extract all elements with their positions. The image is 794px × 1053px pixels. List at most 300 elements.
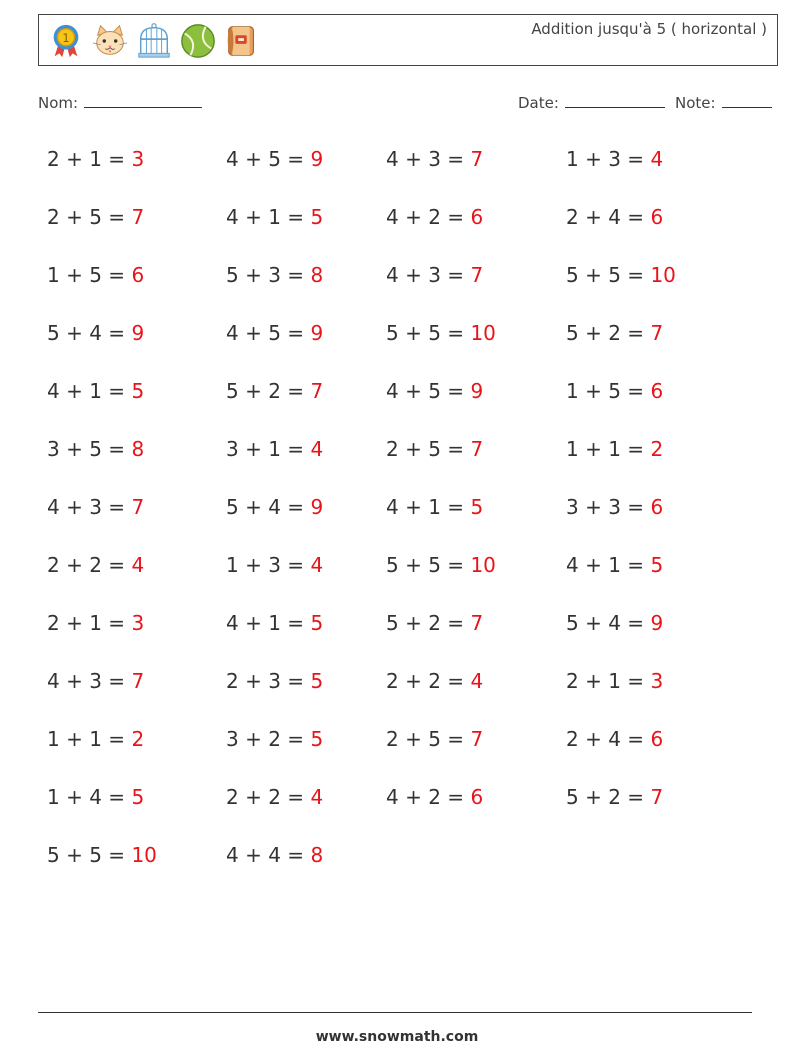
addend-a: 5 <box>566 611 579 635</box>
plus-sign: + <box>238 669 269 693</box>
equals-sign: = <box>101 611 132 635</box>
addend-a: 3 <box>226 727 239 751</box>
answer: 4 <box>131 553 145 577</box>
addend-b: 2 <box>428 785 441 809</box>
plus-sign: + <box>59 437 90 461</box>
plus-sign: + <box>238 727 269 751</box>
addend-a: 5 <box>47 321 60 345</box>
equals-sign: = <box>101 495 132 519</box>
addend-a: 2 <box>47 205 60 229</box>
addend-b: 1 <box>89 379 102 403</box>
equals-sign: = <box>280 843 311 867</box>
addend-a: 1 <box>226 553 239 577</box>
addend-a: 1 <box>566 379 579 403</box>
equals-sign: = <box>620 495 651 519</box>
addend-b: 1 <box>608 669 621 693</box>
equals-sign: = <box>620 321 651 345</box>
equals-sign: = <box>280 437 311 461</box>
plus-sign: + <box>578 321 609 345</box>
problem-item <box>566 205 663 229</box>
birdcage-icon <box>135 22 173 60</box>
plus-sign: + <box>238 843 269 867</box>
plus-sign: + <box>59 669 90 693</box>
equals-sign: = <box>440 437 471 461</box>
equals-sign: = <box>620 611 651 635</box>
problem-item <box>226 553 323 577</box>
problem-item <box>386 727 483 751</box>
plus-sign: + <box>578 147 609 171</box>
equals-sign: = <box>101 727 132 751</box>
grade-blank[interactable] <box>722 93 772 108</box>
addend-b: 5 <box>89 437 102 461</box>
plus-sign: + <box>578 263 609 287</box>
worksheet-title: Addition jusqu'à 5 ( horizontal ) <box>531 20 767 38</box>
equals-sign: = <box>280 321 311 345</box>
problem-item <box>47 727 144 751</box>
equals-sign: = <box>280 495 311 519</box>
addend-a: 1 <box>47 785 60 809</box>
addend-a: 4 <box>226 147 239 171</box>
plus-sign: + <box>578 727 609 751</box>
plus-sign: + <box>578 611 609 635</box>
problem-item <box>47 321 144 345</box>
addend-b: 2 <box>428 669 441 693</box>
answer: 5 <box>310 205 324 229</box>
plus-sign: + <box>578 553 609 577</box>
plus-sign: + <box>238 611 269 635</box>
addend-b: 4 <box>608 611 621 635</box>
equals-sign: = <box>101 263 132 287</box>
addend-b: 1 <box>268 611 281 635</box>
addend-b: 3 <box>268 263 281 287</box>
problem-item <box>386 147 483 171</box>
date-blank[interactable] <box>565 93 665 108</box>
problem-item <box>226 379 323 403</box>
addend-a: 5 <box>47 843 60 867</box>
plus-sign: + <box>59 205 90 229</box>
addend-b: 3 <box>268 553 281 577</box>
plus-sign: + <box>238 553 269 577</box>
answer: 6 <box>470 205 484 229</box>
plus-sign: + <box>59 553 90 577</box>
problem-item <box>47 437 144 461</box>
addend-b: 4 <box>608 205 621 229</box>
addend-b: 2 <box>89 553 102 577</box>
addend-b: 3 <box>428 147 441 171</box>
addend-b: 4 <box>268 495 281 519</box>
plus-sign: + <box>398 669 429 693</box>
plus-sign: + <box>59 611 90 635</box>
addend-a: 5 <box>226 495 239 519</box>
plus-sign: + <box>59 843 90 867</box>
equals-sign: = <box>620 785 651 809</box>
addend-b: 4 <box>268 843 281 867</box>
addend-a: 2 <box>47 611 60 635</box>
problem-item <box>386 321 496 345</box>
addend-a: 3 <box>226 437 239 461</box>
plus-sign: + <box>398 553 429 577</box>
addend-b: 1 <box>608 437 621 461</box>
problem-item <box>566 437 663 461</box>
problem-item <box>47 147 144 171</box>
answer: 5 <box>131 379 145 403</box>
plus-sign: + <box>578 205 609 229</box>
answer: 8 <box>131 437 145 461</box>
plus-sign: + <box>398 147 429 171</box>
addend-b: 5 <box>428 379 441 403</box>
addend-b: 1 <box>428 495 441 519</box>
addend-b: 5 <box>268 147 281 171</box>
footer-url: www.snowmath.com <box>315 1029 479 1045</box>
equals-sign: = <box>101 669 132 693</box>
addend-b: 5 <box>89 263 102 287</box>
problem-item <box>386 611 483 635</box>
answer: 5 <box>650 553 664 577</box>
problem-item <box>566 611 663 635</box>
equals-sign: = <box>440 553 471 577</box>
addend-a: 5 <box>226 379 239 403</box>
plus-sign: + <box>59 495 90 519</box>
answer: 5 <box>470 495 484 519</box>
answer: 9 <box>310 321 324 345</box>
answer: 10 <box>131 843 157 867</box>
problem-item <box>226 147 323 171</box>
addend-b: 5 <box>89 205 102 229</box>
equals-sign: = <box>620 147 651 171</box>
problem-item <box>226 611 323 635</box>
answer: 9 <box>131 321 145 345</box>
equals-sign: = <box>280 785 311 809</box>
problem-item <box>226 495 323 519</box>
answer: 7 <box>470 263 484 287</box>
svg-text:1: 1 <box>62 30 70 45</box>
equals-sign: = <box>440 379 471 403</box>
equals-sign: = <box>620 205 651 229</box>
plus-sign: + <box>238 147 269 171</box>
grade-field[interactable] <box>675 93 772 112</box>
addend-a: 5 <box>566 321 579 345</box>
plus-sign: + <box>398 727 429 751</box>
addend-a: 5 <box>566 263 579 287</box>
equals-sign: = <box>620 379 651 403</box>
footer-divider <box>38 1012 752 1013</box>
problem-item <box>566 785 663 809</box>
addend-a: 5 <box>386 611 399 635</box>
answer: 3 <box>650 669 664 693</box>
problem-item <box>226 263 323 287</box>
answer: 7 <box>470 437 484 461</box>
answer: 4 <box>470 669 484 693</box>
problem-item <box>566 727 663 751</box>
problem-item <box>226 321 323 345</box>
answer: 5 <box>310 669 324 693</box>
name-field[interactable] <box>38 93 202 112</box>
plus-sign: + <box>398 205 429 229</box>
addend-b: 5 <box>268 321 281 345</box>
answer: 9 <box>310 147 324 171</box>
equals-sign: = <box>280 553 311 577</box>
answer: 9 <box>650 611 664 635</box>
equals-sign: = <box>440 147 471 171</box>
plus-sign: + <box>578 437 609 461</box>
addend-b: 3 <box>608 495 621 519</box>
addend-b: 1 <box>608 553 621 577</box>
answer: 6 <box>131 263 145 287</box>
cat-face-icon <box>91 22 129 60</box>
addend-a: 4 <box>47 669 60 693</box>
answer: 5 <box>310 727 324 751</box>
problem-item <box>566 321 663 345</box>
plus-sign: + <box>238 495 269 519</box>
plus-sign: + <box>578 379 609 403</box>
addend-a: 5 <box>386 553 399 577</box>
equals-sign: = <box>440 727 471 751</box>
plus-sign: + <box>578 785 609 809</box>
problem-item <box>47 205 144 229</box>
equals-sign: = <box>620 437 651 461</box>
answer: 4 <box>310 553 324 577</box>
addend-a: 1 <box>566 147 579 171</box>
answer: 5 <box>131 785 145 809</box>
answer: 2 <box>131 727 145 751</box>
answer: 6 <box>650 205 664 229</box>
addend-b: 3 <box>89 669 102 693</box>
equals-sign: = <box>280 379 311 403</box>
plus-sign: + <box>59 263 90 287</box>
plus-sign: + <box>238 379 269 403</box>
addend-b: 2 <box>428 611 441 635</box>
problem-item <box>566 379 663 403</box>
addend-b: 1 <box>89 147 102 171</box>
addend-a: 4 <box>386 379 399 403</box>
answer: 6 <box>650 379 664 403</box>
addend-a: 4 <box>226 611 239 635</box>
plus-sign: + <box>59 321 90 345</box>
tennis-ball-icon <box>179 22 217 60</box>
addend-a: 1 <box>47 727 60 751</box>
addend-a: 2 <box>386 669 399 693</box>
answer: 4 <box>650 147 664 171</box>
addend-a: 4 <box>47 495 60 519</box>
addend-b: 1 <box>268 205 281 229</box>
plus-sign: + <box>398 495 429 519</box>
answer: 10 <box>470 553 496 577</box>
addend-a: 5 <box>566 785 579 809</box>
problem-item <box>386 669 483 693</box>
problem-item <box>386 379 483 403</box>
answer: 8 <box>310 843 324 867</box>
equals-sign: = <box>280 611 311 635</box>
equals-sign: = <box>440 205 471 229</box>
addend-a: 3 <box>566 495 579 519</box>
addend-a: 3 <box>47 437 60 461</box>
addend-b: 2 <box>268 379 281 403</box>
addend-b: 5 <box>89 843 102 867</box>
addend-b: 4 <box>89 321 102 345</box>
problem-item <box>47 843 157 867</box>
addend-b: 2 <box>608 321 621 345</box>
answer: 6 <box>650 495 664 519</box>
equals-sign: = <box>101 785 132 809</box>
addend-b: 3 <box>608 147 621 171</box>
addend-b: 5 <box>428 321 441 345</box>
answer: 9 <box>470 379 484 403</box>
equals-sign: = <box>280 727 311 751</box>
answer: 7 <box>470 611 484 635</box>
answer: 7 <box>131 205 145 229</box>
addend-a: 4 <box>386 495 399 519</box>
addend-a: 1 <box>47 263 60 287</box>
addend-a: 4 <box>386 263 399 287</box>
addend-a: 2 <box>226 669 239 693</box>
name-label: Nom: <box>38 94 79 112</box>
addend-b: 3 <box>268 669 281 693</box>
problem-item <box>226 785 323 809</box>
problem-item <box>47 553 144 577</box>
equals-sign: = <box>440 669 471 693</box>
date-field[interactable] <box>518 93 665 112</box>
problem-item <box>47 669 144 693</box>
equals-sign: = <box>280 669 311 693</box>
addend-b: 5 <box>428 437 441 461</box>
addend-b: 1 <box>89 611 102 635</box>
answer: 8 <box>310 263 324 287</box>
equals-sign: = <box>620 727 651 751</box>
date-label: Date: <box>518 94 559 112</box>
equals-sign: = <box>440 263 471 287</box>
addend-a: 5 <box>226 263 239 287</box>
answer: 4 <box>310 785 324 809</box>
problem-item <box>386 495 483 519</box>
addend-a: 2 <box>226 785 239 809</box>
answer: 7 <box>470 147 484 171</box>
addend-a: 2 <box>386 437 399 461</box>
equals-sign: = <box>280 147 311 171</box>
medal-icon <box>47 22 85 60</box>
plus-sign: + <box>238 321 269 345</box>
problem-item <box>386 785 483 809</box>
problem-item <box>226 669 323 693</box>
equals-sign: = <box>440 321 471 345</box>
addend-b: 2 <box>428 205 441 229</box>
plus-sign: + <box>59 727 90 751</box>
problem-item <box>47 263 144 287</box>
answer: 9 <box>310 495 324 519</box>
addend-a: 4 <box>386 205 399 229</box>
addend-b: 4 <box>89 785 102 809</box>
equals-sign: = <box>101 553 132 577</box>
answer: 3 <box>131 147 145 171</box>
plus-sign: + <box>238 263 269 287</box>
plus-sign: + <box>59 379 90 403</box>
equals-sign: = <box>440 611 471 635</box>
answer: 7 <box>131 669 145 693</box>
plus-sign: + <box>398 263 429 287</box>
problem-item <box>566 495 663 519</box>
plus-sign: + <box>398 321 429 345</box>
plus-sign: + <box>398 437 429 461</box>
addend-b: 3 <box>89 495 102 519</box>
addend-a: 4 <box>226 205 239 229</box>
equals-sign: = <box>101 147 132 171</box>
addend-a: 2 <box>566 727 579 751</box>
addend-b: 5 <box>608 263 621 287</box>
addend-a: 2 <box>47 147 60 171</box>
problem-item <box>386 263 483 287</box>
answer: 6 <box>650 727 664 751</box>
answer: 7 <box>310 379 324 403</box>
plus-sign: + <box>238 205 269 229</box>
addend-b: 5 <box>428 553 441 577</box>
addend-a: 2 <box>566 205 579 229</box>
addend-b: 1 <box>268 437 281 461</box>
worksheet-header <box>38 14 778 66</box>
addend-b: 4 <box>608 727 621 751</box>
equals-sign: = <box>440 495 471 519</box>
plus-sign: + <box>238 785 269 809</box>
equals-sign: = <box>101 379 132 403</box>
answer: 5 <box>310 611 324 635</box>
answer: 6 <box>470 785 484 809</box>
problem-item <box>47 379 144 403</box>
answer: 7 <box>470 727 484 751</box>
answer: 3 <box>131 611 145 635</box>
addend-a: 1 <box>566 437 579 461</box>
plus-sign: + <box>578 669 609 693</box>
answer: 7 <box>650 321 664 345</box>
addend-a: 2 <box>47 553 60 577</box>
plus-sign: + <box>238 437 269 461</box>
addend-b: 5 <box>608 379 621 403</box>
problem-item <box>226 437 323 461</box>
problem-item <box>226 843 323 867</box>
icon-strip <box>47 21 261 61</box>
problem-item <box>386 437 483 461</box>
answer: 10 <box>470 321 496 345</box>
addend-b: 3 <box>428 263 441 287</box>
plus-sign: + <box>59 785 90 809</box>
addend-a: 4 <box>47 379 60 403</box>
problem-item <box>47 611 144 635</box>
problem-item <box>566 263 676 287</box>
answer: 4 <box>310 437 324 461</box>
addend-a: 4 <box>386 147 399 171</box>
equals-sign: = <box>620 263 651 287</box>
addend-a: 4 <box>226 321 239 345</box>
answer: 10 <box>650 263 676 287</box>
addend-b: 2 <box>608 785 621 809</box>
answer: 7 <box>131 495 145 519</box>
equals-sign: = <box>101 843 132 867</box>
equals-sign: = <box>620 553 651 577</box>
bandage-icon <box>223 22 261 60</box>
name-blank[interactable] <box>84 93 202 108</box>
problem-item <box>566 553 663 577</box>
plus-sign: + <box>578 495 609 519</box>
equals-sign: = <box>440 785 471 809</box>
answer: 2 <box>650 437 664 461</box>
equals-sign: = <box>620 669 651 693</box>
problem-item <box>386 553 496 577</box>
problem-item <box>47 495 144 519</box>
addend-a: 2 <box>386 727 399 751</box>
problem-item <box>566 147 663 171</box>
equals-sign: = <box>101 321 132 345</box>
grade-label: Note: <box>675 94 716 112</box>
problem-item <box>47 785 144 809</box>
problem-item <box>226 727 323 751</box>
equals-sign: = <box>280 205 311 229</box>
